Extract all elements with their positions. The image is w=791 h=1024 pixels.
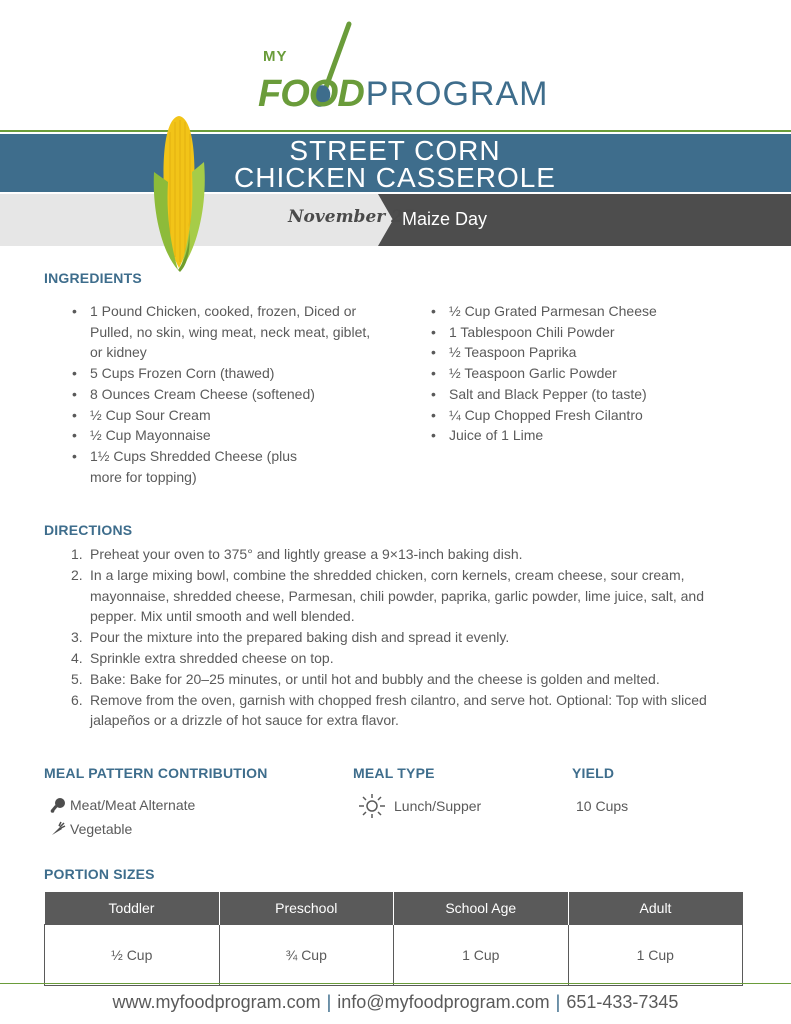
logo [0,0,791,130]
direction-step-text: Pour the mixture into the prepared baking dish and spread it evenly. [90,629,510,646]
recipe-title-line2: CHICKEN CASSEROLE [234,162,556,193]
direction-step-text: Remove from the oven, garnish with chopped fresh cilantro, and serve hot. Optional: Top with sliced jalapeños or a drizzle of hot sauce for extra flavor. [90,691,707,729]
portion-column-header: Preschool [219,892,394,925]
direction-step: 5. Bake: Bake for 20–25 minutes, or until hot and bubbly and the cheese is golden and melted. [71,670,660,687]
footer-phone[interactable]: 651-433-7345 [566,992,679,1012]
logo-program: PROGRAM [365,75,549,113]
footer-website-link[interactable]: www.myfoodprogram.com [112,992,321,1012]
portion-cell: ½ Cup [45,925,220,986]
carrot-icon [50,821,66,837]
footer-separator: | [555,992,561,1012]
ingredient-item: • 1 Tablespoon Chili Powder [431,322,751,343]
ingredient-item: • ½ Teaspoon Paprika [431,342,751,363]
portion-sizes-heading: PORTION SIZES [44,866,155,882]
meal-pattern-heading: MEAL PATTERN CONTRIBUTION [44,765,268,781]
meal-pattern-label: Meat/Meat Alternate [70,797,196,813]
direction-step: 1. Preheat your oven to 375° and lightly grease a 9×13-inch baking dish. [71,546,523,562]
meal-type-value: Lunch/Supper [394,798,482,814]
footer-separator: | [326,992,332,1012]
ingredient-item: • 5 Cups Frozen Corn (thawed) [72,363,372,384]
ingredients-heading: INGREDIENTS [44,270,142,286]
ingredient-item: • ½ Cup Grated Parmesan Cheese [431,301,751,322]
date-label: November 25 [288,207,415,227]
portion-column-header: Toddler [45,892,220,925]
ingredients-list-right [431,301,751,446]
sun-icon [358,793,386,819]
top-divider [0,130,791,132]
direction-step: 6. Remove from the oven, garnish with chopped fresh cilantro, and serve hot. Optional: Top with sliced jalapeños or a drizzle of hot sauce for extra flavor. [71,691,707,729]
direction-step-text: Bake: Bake for 20–25 minutes, or until hot and bubbly and the cheese is golden and melted. [90,670,660,687]
table-row [45,925,743,986]
portion-cell: 1 Cup [568,925,743,986]
bottom-divider [0,983,791,984]
yield-value: 10 Cups [576,798,629,814]
portion-column-header: Adult [568,892,743,925]
portion-cell: 1 Cup [394,925,569,986]
ingredients-list-left [72,301,372,487]
yield-heading: YIELD [572,765,615,781]
ingredient-item: • 8 Ounces Cream Cheese (softened) [72,384,372,405]
ingredient-item: • Salt and Black Pepper (to taste) [431,384,751,405]
meal-pattern-item-meat [50,797,195,813]
ingredient-item: • ½ Teaspoon Garlic Powder [431,363,751,384]
portion-table [44,892,743,986]
direction-step: 2. In a large mixing bowl, combine the shredded chicken, corn kernels, cream cheese, sour cream, mayonnaise, shredded cheese, Parmesan, chili powder, paprika, garlic powder, lime juice, salt, and pepper. Mix until smooth and well blended. [71,566,704,625]
recipe-title [210,137,580,191]
drumstick-icon [50,797,66,813]
direction-step-text: Preheat your oven to 375° and lightly grease a 9×13-inch baking dish. [90,546,523,562]
corn-icon [148,112,210,272]
ingredient-item: • Juice of 1 Lime [431,425,751,446]
direction-step-text: Sprinkle extra shredded cheese on top. [90,649,334,666]
portion-header-row [45,892,743,925]
portion-cell: ¾ Cup [219,925,394,986]
logo-my: MY [263,48,288,65]
meal-pattern-item-vegetable [50,821,132,837]
logo-food: FOOD [258,73,364,115]
meal-type-heading: MEAL TYPE [353,765,435,781]
day-name: Maize Day [402,209,488,229]
directions-heading: DIRECTIONS [44,522,133,538]
footer-email-link[interactable]: info@myfoodprogram.com [337,992,550,1012]
meal-type-item [358,793,481,819]
direction-step: 3. Pour the mixture into the prepared baking dish and spread it evenly. [71,629,510,646]
direction-step-text: In a large mixing bowl, combine the shredded chicken, corn kernels, cream cheese, sour cream, mayonnaise, shredded cheese, Parmesan, chili powder, paprika, garlic powder, lime juice, salt, and pepper. Mix until smooth and well blended. [90,566,704,625]
ingredient-item: • 1½ Cups Shredded Cheese (plus more for topping) [72,446,300,487]
meal-pattern-label: Vegetable [70,821,133,837]
ingredient-item: • ¼ Cup Chopped Fresh Cilantro [431,405,751,426]
footer [0,992,791,1013]
ingredient-item: • ½ Cup Sour Cream [72,405,372,426]
portion-column-header: School Age [394,892,569,925]
direction-step: 4. Sprinkle extra shredded cheese on top. [71,649,334,666]
ingredient-item: • ½ Cup Mayonnaise [72,425,372,446]
directions-list [44,544,754,731]
ingredient-item: • 1 Pound Chicken, cooked, frozen, Diced or Pulled, no skin, wing meat, neck meat, giblet, or kidney [72,301,372,363]
recipe-title-line1: STREET CORN [289,135,501,166]
